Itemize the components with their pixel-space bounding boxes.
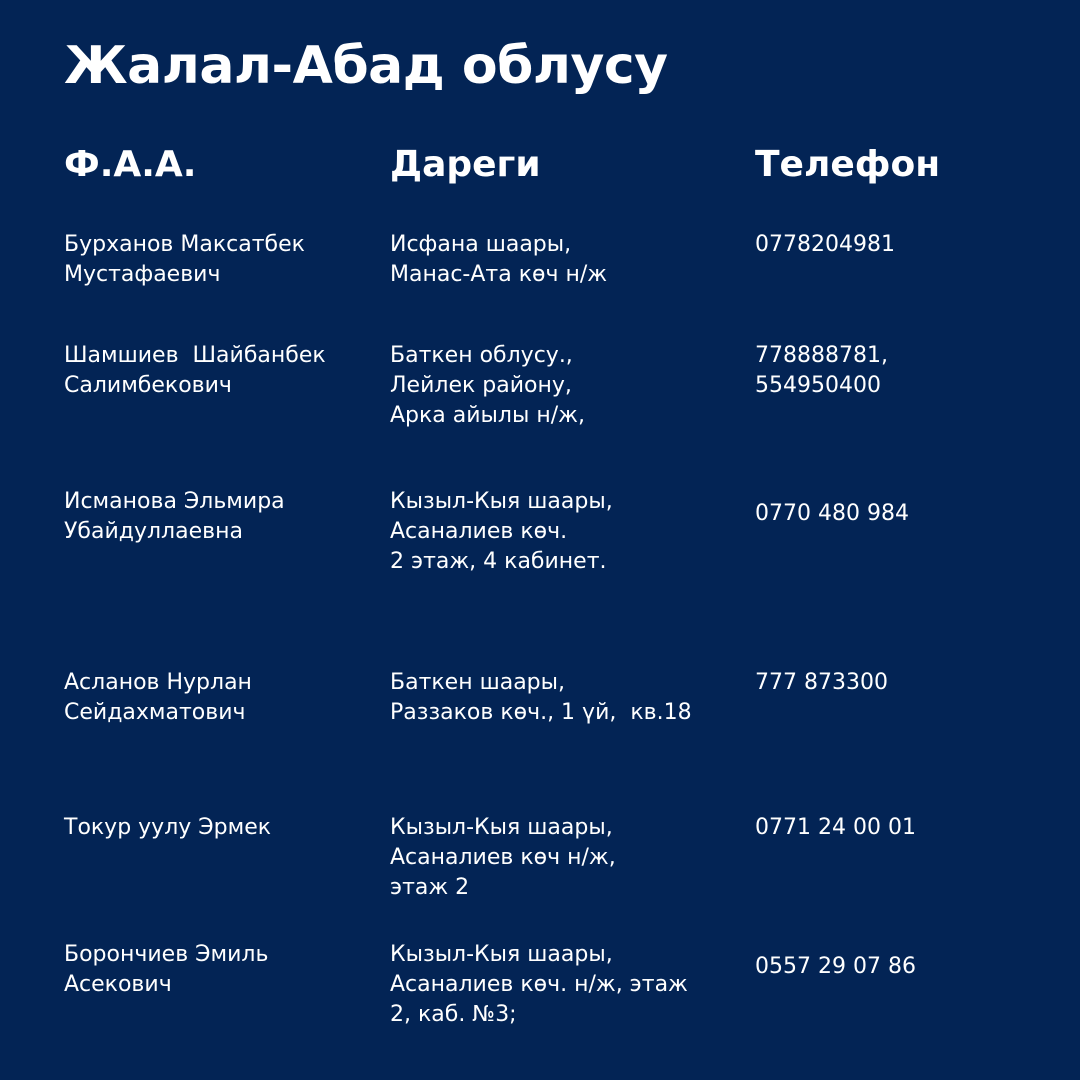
row-address: Кызыл-Кыя шаары, Асаналиев көч. 2 этаж, 4 кабинет. — [390, 489, 613, 574]
row-phone: 0557 29 07 86 — [755, 954, 916, 979]
row-phone: 778888781, 554950400 — [755, 343, 888, 398]
row-phone: 0778204981 — [755, 232, 895, 257]
row-name: Асланов Нурлан Сейдахматович — [64, 670, 252, 725]
row-phone: 0771 24 00 01 — [755, 815, 916, 840]
row-phone: 0770 480 984 — [755, 501, 909, 526]
row-address: Кызыл-Кыя шаары, Асаналиев көч. н/ж, этаж 2, каб. №3; — [390, 942, 688, 1027]
row-phone: 777 873300 — [755, 670, 888, 695]
row-name: Бурханов Максатбек Мустафаевич — [64, 232, 305, 287]
header-name: Ф.А.А. — [64, 144, 197, 185]
row-name: Шамшиев Шайбанбек Салимбекович — [64, 343, 326, 398]
row-name: Исманова Эльмира Убайдуллаевна — [64, 489, 285, 544]
header-address: Дареги — [390, 144, 541, 185]
row-name: Токур уулу Эрмек — [64, 815, 272, 840]
row-address: Исфана шаары, Манас-Ата көч н/ж — [390, 232, 608, 287]
row-name: Борончиев Эмиль Асекович — [64, 942, 269, 997]
row-address: Баткен облусу., Лейлек району, Арка айылы н/ж, — [390, 343, 585, 428]
row-address: Кызыл-Кыя шаары, Асаналиев көч н/ж, этаж 2 — [390, 815, 616, 900]
row-address: Баткен шаары, Раззаков көч., 1 үй, кв.18 — [390, 670, 692, 725]
header-phone: Телефон — [755, 144, 941, 185]
page-title: Жалал-Абад облусу — [64, 36, 668, 96]
